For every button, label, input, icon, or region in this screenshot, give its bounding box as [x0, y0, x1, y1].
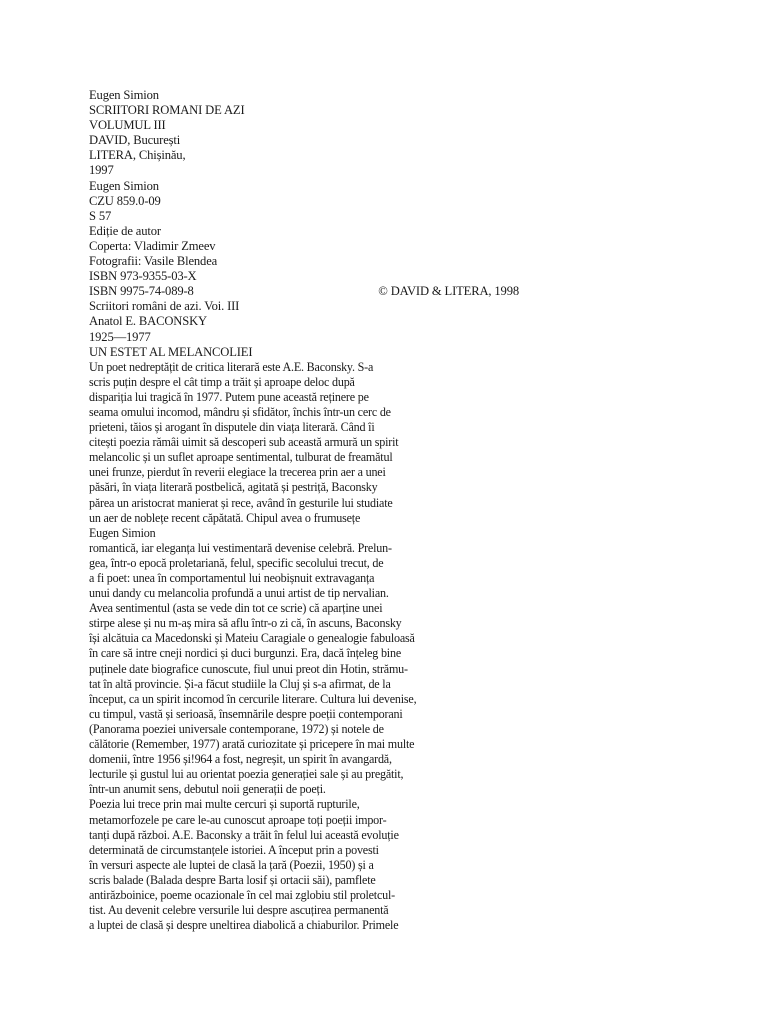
cover-credit: Coperta: Vladimir Zmeev: [89, 238, 216, 253]
text-line: Avea sentimentul (asta se vede din tot ce scrie) că aparține unei: [89, 601, 383, 616]
text-line: păsări, în viața literară postbelică, agitată și pestriță, Baconsky: [89, 480, 378, 495]
text-line: Poezia lui trece prin mai multe cercuri și suportă rupturile,: [89, 797, 360, 812]
author-name: Eugen Simion: [89, 88, 159, 102]
volume-label: VOLUMUL III: [89, 118, 166, 133]
text-line: metamorfozele pe care le-au cunoscut aproape toți poeții impor-: [89, 812, 387, 827]
text-line: a luptei de clasă și despre uneltirea diabolică a chiaburilor. Primele: [89, 918, 399, 933]
text-line: melancolic și un suflet aproape sentimental, tulburat de freamătul: [89, 450, 393, 465]
text-line: călătorie (Remember, 1977) arată curiozitate și pricepere în mai multe: [89, 737, 415, 752]
catalog-title: Scriitori români de azi. Voi. III: [89, 299, 240, 314]
text-line: în versuri aspecte ale luptei de clasă la țară (Poezii, 1950) și a: [89, 857, 374, 872]
czu-code: CZU 859.0-09: [89, 193, 161, 208]
chapter-title: UN ESTET AL MELANCOLIEI: [89, 344, 253, 359]
text-line: gea, într-o epocă proletariană, felul, specific secolului trecut, de: [89, 555, 384, 570]
series-title: SCRIITORI ROMANI DE AZI: [89, 103, 245, 118]
subject-name: Anatol E. BACONSKY: [89, 314, 207, 329]
text-line: a fi poet: unea în comportamentul lui neobișnuit extravaganța: [89, 571, 375, 585]
text-line: într-un anumit sens, debutul noii generații de poeți.: [89, 782, 326, 797]
author-name: Eugen Simion: [89, 178, 159, 193]
text-line: părea un aristocrat manierat și rece, având în gesturile lui studiate: [89, 495, 393, 510]
catalog-code: S 57: [89, 208, 112, 223]
text-line: antirăzboinice, poeme ocazionale în cel mai zglobiu stil proletcul-: [89, 887, 395, 902]
text-line: (Panorama poeziei universale contemporane, 1972) și notele de: [89, 721, 384, 736]
text-line: romantică, iar eleganța lui vestimentară devenise celebră. Prelun-: [89, 540, 392, 555]
text-line: cu timpul, vastă și serioasă, însemnările despre poeții contemporani: [89, 706, 403, 721]
text-line: scris puțin despre el cât timp a trăit și aproape deloc după: [89, 374, 355, 389]
text-line: dispariția lui tragică în 1977. Putem pune această reținere pe: [89, 389, 369, 404]
publisher-line: DAVID, București: [89, 133, 181, 148]
text-line: prieteni, tăios și arogant în disputele din viața literară. Când îi: [89, 420, 375, 435]
body-text: [89, 360, 559, 934]
text-line: lecturile și gustul lui au orientat poezia generației sale și au pregătit,: [89, 767, 404, 782]
isbn-line: ISBN 973-9355-03-X: [89, 269, 197, 284]
text-line: citești poezia rămâi uimit să descoperi sub această armură un spirit: [89, 435, 399, 450]
text-line: determinată de circumstanțele istoriei. A început prin a povesti: [89, 842, 379, 857]
copyright-notice: © DAVID & LITERA, 1998: [378, 284, 519, 299]
isbn-copyright-row: [89, 284, 559, 299]
running-header: Eugen Simion: [89, 525, 156, 540]
document-page: [89, 88, 559, 1008]
edition-note: Ediție de autor: [89, 223, 161, 238]
text-line: își alcătuia ca Macedonski și Mateiu Caragiale o genealogie fabuloasă: [89, 631, 415, 646]
text-line: Un poet nedreptățit de critica literară este A.E. Baconsky. S-a: [89, 359, 374, 374]
isbn-line: ISBN 9975-74-089-8: [89, 284, 194, 299]
text-line: seama omului incomod, mândru și sfidător, închis într-un cerc de: [89, 404, 391, 419]
subject-dates: 1925—1977: [89, 329, 151, 344]
text-line: stirpe alese și nu m-aș mira să aflu într-o zi că, în ascuns, Baconsky: [89, 616, 402, 631]
publisher-line: LITERA, Chișinău,: [89, 148, 186, 163]
text-line: în care să intre cneji nordici și duci burgunzi. Era, dacă înțeleg bine: [89, 646, 401, 661]
photo-credit: Fotografii: Vasile Blendea: [89, 254, 218, 269]
text-line: tanți după război. A.E. Baconsky a trăit în felul lui această evoluție: [89, 827, 399, 842]
text-line: unei frunze, pierdut în reverii elegiace la trecerea prin aer a unei: [89, 465, 386, 480]
front-matter: [89, 88, 559, 360]
text-line: scris balade (Balada despre Barta losif și ortacii săi), pamflete: [89, 872, 376, 887]
text-line: tist. Au devenit celebre versurile lui despre ascuțirea permanentă: [89, 903, 389, 918]
text-line: un aer de noblețe recent căpătată. Chipul avea o frumusețe: [89, 510, 361, 525]
publication-year: 1997: [89, 163, 114, 178]
text-line: unui dandy cu melancolia profundă a unui artist de tip nervalian.: [89, 586, 389, 601]
text-line: puținele date biografice cunoscute, fiul unui preot din Hotin, strămu-: [89, 661, 408, 676]
text-line: tat în altă provincie. Și-a făcut studiile la Cluj și s-a afirmat, de la: [89, 676, 391, 691]
text-line: domenii, între 1956 și!964 a fost, negreșit, un spirit în avangardă,: [89, 752, 392, 767]
text-line: început, ca un spirit incomod în cercurile literare. Cultura lui devenise,: [89, 691, 417, 706]
